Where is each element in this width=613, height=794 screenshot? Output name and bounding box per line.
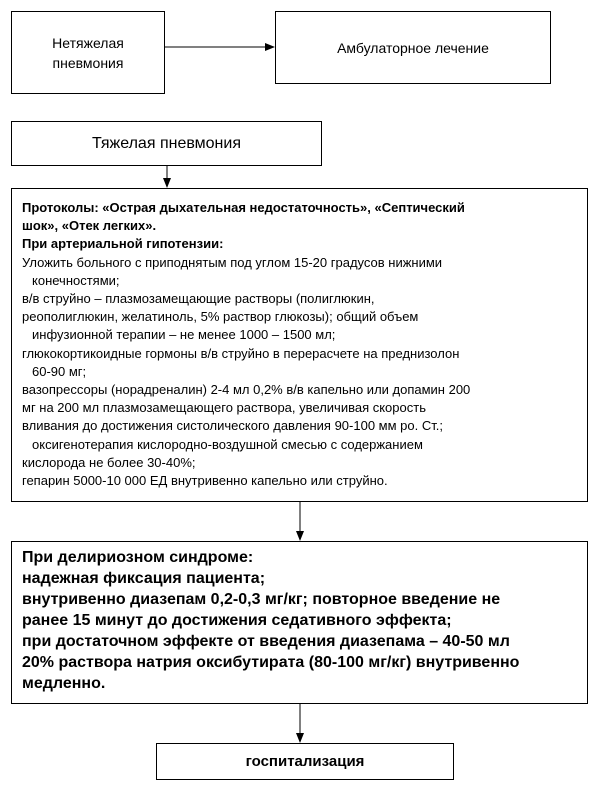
outpatient-treatment-box xyxy=(275,11,551,84)
protocol-line: реополиглюкин, желатиноль, 5% раствор глюкозы); общий объем xyxy=(22,309,419,325)
protocol-line: вазопрессоры (норадреналин) 2-4 мл 0,2% в/в капельно или допамин 200 xyxy=(22,382,471,398)
delirium-box xyxy=(11,541,588,704)
protocol-line: вливания до достижения систолического давления 90-100 мм ро. Ст.; xyxy=(22,418,443,434)
hospitalization-box xyxy=(156,743,454,780)
outpatient-treatment-label: Амбулаторное лечение xyxy=(337,39,489,56)
protocol-line: конечностями; xyxy=(32,272,120,288)
delirium-line: надежная фиксация пациента; xyxy=(22,570,266,587)
delirium-line: 20% раствора натрия оксибутирата (80-100 мг/кг) внутривенно xyxy=(22,654,520,671)
protocol-line: оксигенотерапия кислородно-воздушной смесью с содержанием xyxy=(32,436,423,452)
protocol-line: гепарин 5000-10 000 ЕД внутривенно капельно или струйно. xyxy=(22,473,388,489)
protocols-heading-line: шок», «Отек легких». xyxy=(22,218,157,234)
severe-pneumonia-label: Тяжелая пневмония xyxy=(91,134,241,152)
protocol-line: кислорода не более 30-40%; xyxy=(22,454,196,470)
mild-pneumonia-box xyxy=(11,11,165,94)
hospitalization-label: госпитализация xyxy=(245,753,365,770)
protocol-line: Уложить больного с приподнятым под углом 15-20 градусов нижними xyxy=(22,254,443,270)
hypotension-heading: При артериальной гипотензии: xyxy=(22,236,224,252)
mild-pneumonia-label xyxy=(52,33,124,73)
protocol-line: мг на 200 мл плазмозамещающего раствора, увеличивая скорость xyxy=(22,400,426,416)
mild-pneumonia-line: Нетяжелая xyxy=(52,34,124,51)
mild-pneumonia-line: пневмония xyxy=(52,54,124,71)
delirium-line: медленно. xyxy=(22,675,106,692)
protocols-heading-line: Протоколы: «Острая дыхательная недостаточность», «Септический xyxy=(22,200,465,215)
protocol-line: 60-90 мг; xyxy=(32,363,87,379)
protocols-box xyxy=(11,188,588,502)
delirium-heading: При делириозном синдроме: xyxy=(22,549,254,566)
protocol-line: в/в струйно – плазмозамещающие растворы (полиглюкин, xyxy=(22,291,375,307)
severe-pneumonia-box xyxy=(11,121,322,166)
protocol-line: инфузионной терапии – не менее 1000 – 1500 мл; xyxy=(32,327,336,343)
delirium-line: ранее 15 минут до достижения седативного эффекта; xyxy=(22,612,452,629)
delirium-line: внутривенно диазепам 0,2-0,3 мг/кг; повторное введение не xyxy=(22,591,501,608)
protocol-line: глюкокортикоидные гормоны в/в струйно в перерасчете на преднизолон xyxy=(22,345,460,361)
delirium-line: при достаточном эффекте от введения диазепама – 40-50 мл xyxy=(22,633,510,650)
